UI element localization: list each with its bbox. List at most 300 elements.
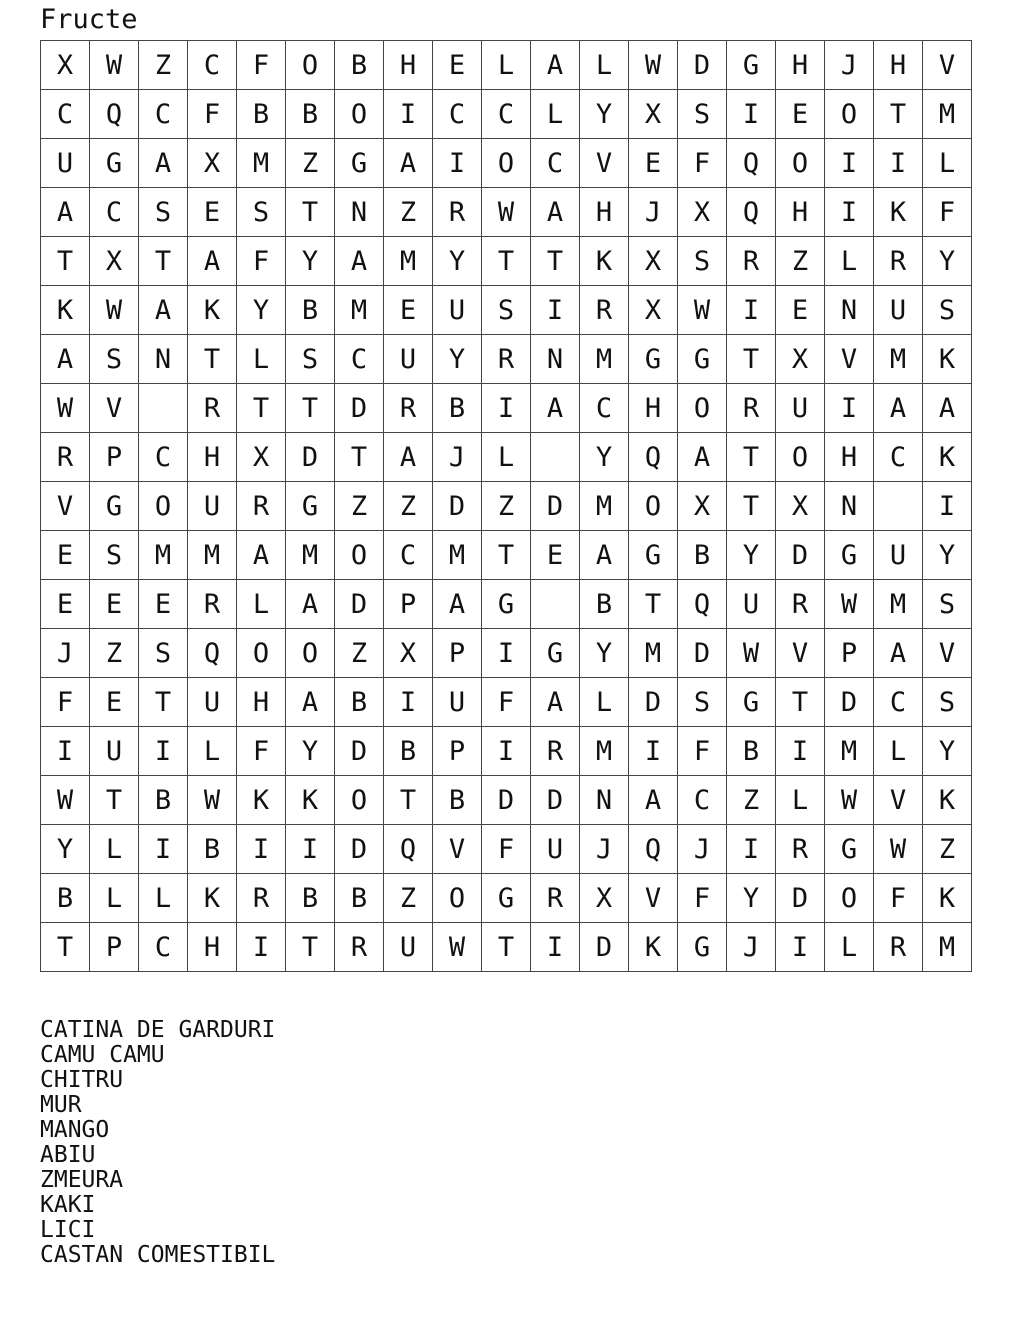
grid-cell: G [629, 531, 678, 580]
grid-cell: U [188, 482, 237, 531]
word-search-grid [40, 40, 972, 972]
grid-cell: R [41, 433, 90, 482]
grid-cell: A [41, 188, 90, 237]
grid-cell: X [776, 482, 825, 531]
grid-cell: I [923, 482, 972, 531]
grid-cell: R [874, 923, 923, 972]
grid-cell: Y [286, 237, 335, 286]
grid-cell: M [139, 531, 188, 580]
grid-cell: S [923, 580, 972, 629]
grid-cell: Y [433, 335, 482, 384]
grid-cell: M [923, 90, 972, 139]
grid-cell: M [237, 139, 286, 188]
grid-cell: R [188, 384, 237, 433]
grid-cell: A [286, 580, 335, 629]
grid-cell: E [90, 580, 139, 629]
grid-cell: U [384, 923, 433, 972]
grid-cell: G [286, 482, 335, 531]
grid-cell: M [580, 727, 629, 776]
grid-cell: L [580, 678, 629, 727]
grid-cell: A [139, 286, 188, 335]
grid-cell: I [776, 727, 825, 776]
grid-cell: D [531, 482, 580, 531]
grid-cell: Z [727, 776, 776, 825]
grid-cell: Y [923, 727, 972, 776]
grid-cell [874, 482, 923, 531]
grid-cell: R [335, 923, 384, 972]
grid-cell: T [482, 923, 531, 972]
grid-cell: B [433, 776, 482, 825]
grid-cell: B [286, 286, 335, 335]
grid-row [41, 335, 972, 384]
grid-cell: T [90, 776, 139, 825]
word-list-item: MUR [40, 1092, 82, 1118]
grid-cell [531, 580, 580, 629]
grid-cell: K [580, 237, 629, 286]
grid-cell: X [678, 482, 727, 531]
grid-cell: M [433, 531, 482, 580]
grid-cell: S [139, 629, 188, 678]
grid-cell: F [482, 678, 531, 727]
grid-cell: B [41, 874, 90, 923]
grid-cell: G [678, 335, 727, 384]
grid-cell: A [678, 433, 727, 482]
grid-cell: U [41, 139, 90, 188]
grid-row [41, 923, 972, 972]
grid-cell: C [482, 90, 531, 139]
grid-cell: I [531, 923, 580, 972]
grid-cell: E [139, 580, 188, 629]
grid-cell: H [776, 41, 825, 90]
grid-cell: L [776, 776, 825, 825]
grid-cell: O [776, 139, 825, 188]
grid-cell: Q [90, 90, 139, 139]
grid-cell: W [874, 825, 923, 874]
grid-cell: T [629, 580, 678, 629]
grid-cell: V [433, 825, 482, 874]
word-list-item: CATINA DE GARDURI [40, 1017, 276, 1043]
grid-cell: E [188, 188, 237, 237]
grid-cell: R [776, 825, 825, 874]
grid-cell: D [580, 923, 629, 972]
grid-cell: M [286, 531, 335, 580]
grid-cell: Y [286, 727, 335, 776]
grid-cell: W [433, 923, 482, 972]
grid-row [41, 629, 972, 678]
grid-cell: G [90, 482, 139, 531]
grid-cell: X [41, 41, 90, 90]
grid-cell: W [41, 384, 90, 433]
grid-cell: O [825, 874, 874, 923]
grid-cell: T [874, 90, 923, 139]
grid-cell [531, 433, 580, 482]
grid-cell: T [286, 923, 335, 972]
grid-cell: F [188, 90, 237, 139]
grid-cell: L [825, 237, 874, 286]
grid-cell: A [188, 237, 237, 286]
grid-cell: T [531, 237, 580, 286]
grid-cell: A [531, 678, 580, 727]
grid-cell: R [727, 384, 776, 433]
grid-cell: Z [482, 482, 531, 531]
grid-cell: Q [629, 433, 678, 482]
grid-cell: N [825, 286, 874, 335]
grid-cell: W [90, 41, 139, 90]
grid-cell: F [923, 188, 972, 237]
grid-cell: E [41, 531, 90, 580]
grid-cell: N [335, 188, 384, 237]
grid-row [41, 727, 972, 776]
grid-cell: T [482, 237, 531, 286]
grid-cell: S [678, 237, 727, 286]
grid-row [41, 41, 972, 90]
grid-cell: L [90, 825, 139, 874]
grid-cell: I [727, 825, 776, 874]
grid-cell: F [678, 139, 727, 188]
grid-cell: Y [923, 237, 972, 286]
grid-cell: O [286, 629, 335, 678]
grid-cell: L [825, 923, 874, 972]
grid-cell: G [629, 335, 678, 384]
grid-cell: L [237, 335, 286, 384]
grid-cell: N [825, 482, 874, 531]
grid-cell: X [629, 90, 678, 139]
grid-cell: H [188, 433, 237, 482]
grid-row [41, 237, 972, 286]
grid-cell: D [776, 874, 825, 923]
grid-cell: J [580, 825, 629, 874]
grid-cell: S [923, 678, 972, 727]
grid-cell: I [482, 629, 531, 678]
grid-cell: K [286, 776, 335, 825]
grid-cell: S [923, 286, 972, 335]
grid-cell: C [188, 41, 237, 90]
grid-cell: K [629, 923, 678, 972]
grid-cell: A [139, 139, 188, 188]
word-list-item: LICI [40, 1217, 96, 1243]
grid-row [41, 90, 972, 139]
grid-cell: D [286, 433, 335, 482]
grid-cell: B [139, 776, 188, 825]
grid-cell: S [286, 335, 335, 384]
grid-cell: L [531, 90, 580, 139]
grid-cell: O [335, 776, 384, 825]
grid-cell: Q [678, 580, 727, 629]
grid-cell: D [678, 629, 727, 678]
grid-cell: I [629, 727, 678, 776]
grid-cell: A [580, 531, 629, 580]
grid-cell: E [629, 139, 678, 188]
grid-cell: M [874, 335, 923, 384]
grid-row [41, 825, 972, 874]
grid-cell: R [531, 874, 580, 923]
word-list [40, 1018, 275, 1268]
grid-cell: C [139, 90, 188, 139]
grid-cell: T [727, 433, 776, 482]
grid-cell: A [531, 384, 580, 433]
grid-cell: D [335, 580, 384, 629]
grid-cell: W [188, 776, 237, 825]
grid-cell: U [776, 384, 825, 433]
grid-cell: A [531, 188, 580, 237]
grid-cell: I [139, 727, 188, 776]
grid-cell: I [727, 286, 776, 335]
grid-cell: G [482, 874, 531, 923]
grid-cell: Y [237, 286, 286, 335]
grid-cell: F [237, 727, 286, 776]
grid-cell: M [384, 237, 433, 286]
grid-cell: D [629, 678, 678, 727]
grid-cell: Y [727, 531, 776, 580]
grid-cell: X [678, 188, 727, 237]
grid-cell: F [678, 727, 727, 776]
grid-cell: F [237, 237, 286, 286]
word-list-item: CASTAN COMESTIBIL [40, 1242, 276, 1268]
grid-cell: Z [335, 629, 384, 678]
grid-cell: L [874, 727, 923, 776]
grid-cell: F [237, 41, 286, 90]
word-list-item: CHITRU [40, 1067, 124, 1093]
grid-cell: V [776, 629, 825, 678]
grid-cell: B [727, 727, 776, 776]
grid-cell: S [678, 90, 727, 139]
grid-cell: V [923, 629, 972, 678]
grid-cell: D [335, 384, 384, 433]
grid-cell: M [629, 629, 678, 678]
grid-cell: G [825, 531, 874, 580]
grid-cell: K [188, 874, 237, 923]
grid-cell: Q [188, 629, 237, 678]
grid-cell: B [335, 874, 384, 923]
grid-cell: E [433, 41, 482, 90]
grid-cell: K [923, 335, 972, 384]
grid-row [41, 286, 972, 335]
page-title: Fructe [40, 4, 138, 35]
grid-row [41, 384, 972, 433]
grid-cell: P [825, 629, 874, 678]
grid-cell: D [678, 41, 727, 90]
grid-cell: B [335, 41, 384, 90]
grid-cell: C [678, 776, 727, 825]
grid-cell: I [139, 825, 188, 874]
grid-cell: Y [580, 433, 629, 482]
grid-cell: V [41, 482, 90, 531]
grid-cell: G [335, 139, 384, 188]
grid-cell: D [825, 678, 874, 727]
grid-row [41, 531, 972, 580]
grid-cell: K [923, 874, 972, 923]
grid-cell: Z [139, 41, 188, 90]
grid-cell: Y [41, 825, 90, 874]
grid-cell: I [874, 139, 923, 188]
grid-cell: I [433, 139, 482, 188]
grid-cell: L [482, 433, 531, 482]
grid-cell: A [923, 384, 972, 433]
grid-cell: U [727, 580, 776, 629]
grid-cell: N [580, 776, 629, 825]
grid-cell: E [776, 286, 825, 335]
grid-cell: S [482, 286, 531, 335]
grid-cell: A [629, 776, 678, 825]
grid-cell: X [580, 874, 629, 923]
grid-cell: Z [335, 482, 384, 531]
grid-cell: I [482, 384, 531, 433]
grid-cell: J [727, 923, 776, 972]
grid-cell: W [629, 41, 678, 90]
grid-cell: B [286, 874, 335, 923]
grid-cell: C [874, 678, 923, 727]
grid-cell: P [90, 923, 139, 972]
grid-cell: C [384, 531, 433, 580]
grid-cell: R [482, 335, 531, 384]
grid-cell: D [482, 776, 531, 825]
grid-cell: K [188, 286, 237, 335]
grid-cell: V [825, 335, 874, 384]
grid-cell: W [678, 286, 727, 335]
grid-cell: X [188, 139, 237, 188]
grid-cell: H [237, 678, 286, 727]
grid-cell: B [384, 727, 433, 776]
grid-cell: A [874, 629, 923, 678]
grid-cell: I [286, 825, 335, 874]
grid-cell: T [727, 482, 776, 531]
grid-cell: I [41, 727, 90, 776]
grid-cell: A [41, 335, 90, 384]
word-list-item: ABIU [40, 1142, 96, 1168]
grid-row [41, 139, 972, 188]
grid-cell: B [286, 90, 335, 139]
grid-cell: Z [384, 188, 433, 237]
grid-cell: W [41, 776, 90, 825]
grid-cell: E [90, 678, 139, 727]
grid-cell: L [923, 139, 972, 188]
grid-row [41, 874, 972, 923]
grid-cell: P [90, 433, 139, 482]
grid-cell: C [874, 433, 923, 482]
grid-cell: T [384, 776, 433, 825]
grid-cell: V [874, 776, 923, 825]
grid-cell: I [384, 678, 433, 727]
grid-cell: R [433, 188, 482, 237]
grid-row [41, 433, 972, 482]
grid-cell: D [433, 482, 482, 531]
grid-cell: B [580, 580, 629, 629]
grid-cell: W [482, 188, 531, 237]
grid-cell: T [727, 335, 776, 384]
grid-cell: C [139, 433, 188, 482]
grid-cell: I [482, 727, 531, 776]
grid-cell: I [237, 825, 286, 874]
grid-cell: E [531, 531, 580, 580]
grid-cell: D [776, 531, 825, 580]
grid-cell: A [433, 580, 482, 629]
grid-cell: O [482, 139, 531, 188]
grid-cell: G [825, 825, 874, 874]
grid-cell: V [923, 41, 972, 90]
grid-cell: P [433, 629, 482, 678]
grid-cell: W [825, 776, 874, 825]
grid-cell: G [678, 923, 727, 972]
grid-cell: V [580, 139, 629, 188]
grid-cell: R [874, 237, 923, 286]
grid-cell: U [433, 678, 482, 727]
grid-cell: T [776, 678, 825, 727]
grid-cell: R [531, 727, 580, 776]
grid-cell: Z [286, 139, 335, 188]
grid-cell: C [531, 139, 580, 188]
grid-cell: J [433, 433, 482, 482]
grid-cell [139, 384, 188, 433]
grid-cell: I [825, 139, 874, 188]
grid-cell: Z [384, 874, 433, 923]
grid-cell: O [629, 482, 678, 531]
grid-cell: I [825, 188, 874, 237]
word-list-item: MANGO [40, 1117, 110, 1143]
grid-cell: T [41, 237, 90, 286]
grid-cell: Z [923, 825, 972, 874]
grid-cell: B [335, 678, 384, 727]
grid-cell: Y [580, 90, 629, 139]
grid-cell: E [41, 580, 90, 629]
grid-cell: D [531, 776, 580, 825]
grid-cell: O [825, 90, 874, 139]
grid-cell: O [433, 874, 482, 923]
grid-cell: S [90, 531, 139, 580]
grid-cell: A [384, 139, 433, 188]
grid-cell: O [678, 384, 727, 433]
grid-row [41, 678, 972, 727]
grid-cell: W [825, 580, 874, 629]
grid-cell: K [41, 286, 90, 335]
grid-row [41, 482, 972, 531]
grid-cell: Y [727, 874, 776, 923]
grid-cell: L [482, 41, 531, 90]
grid-cell: P [384, 580, 433, 629]
grid-cell: X [629, 286, 678, 335]
grid-cell: O [776, 433, 825, 482]
grid-cell: R [237, 482, 286, 531]
grid-cell: L [139, 874, 188, 923]
grid-cell: M [580, 335, 629, 384]
grid-cell: I [825, 384, 874, 433]
grid-cell: T [482, 531, 531, 580]
grid-cell: H [776, 188, 825, 237]
grid-cell: T [286, 384, 335, 433]
grid-cell: G [90, 139, 139, 188]
grid-cell: C [335, 335, 384, 384]
grid-cell: E [776, 90, 825, 139]
grid-cell: K [237, 776, 286, 825]
grid-cell: A [335, 237, 384, 286]
grid-cell: K [923, 776, 972, 825]
grid-cell: A [384, 433, 433, 482]
grid-cell: T [237, 384, 286, 433]
grid-cell: G [727, 41, 776, 90]
grid-cell: L [237, 580, 286, 629]
grid-cell: X [237, 433, 286, 482]
word-list-item: KAKI [40, 1192, 96, 1218]
grid-cell: A [237, 531, 286, 580]
grid-cell: S [139, 188, 188, 237]
grid-cell: Y [433, 237, 482, 286]
grid-cell: F [678, 874, 727, 923]
grid-cell: M [874, 580, 923, 629]
grid-cell: I [237, 923, 286, 972]
grid-cell: W [90, 286, 139, 335]
grid-cell: R [188, 580, 237, 629]
grid-cell: H [384, 41, 433, 90]
grid-cell: B [678, 531, 727, 580]
